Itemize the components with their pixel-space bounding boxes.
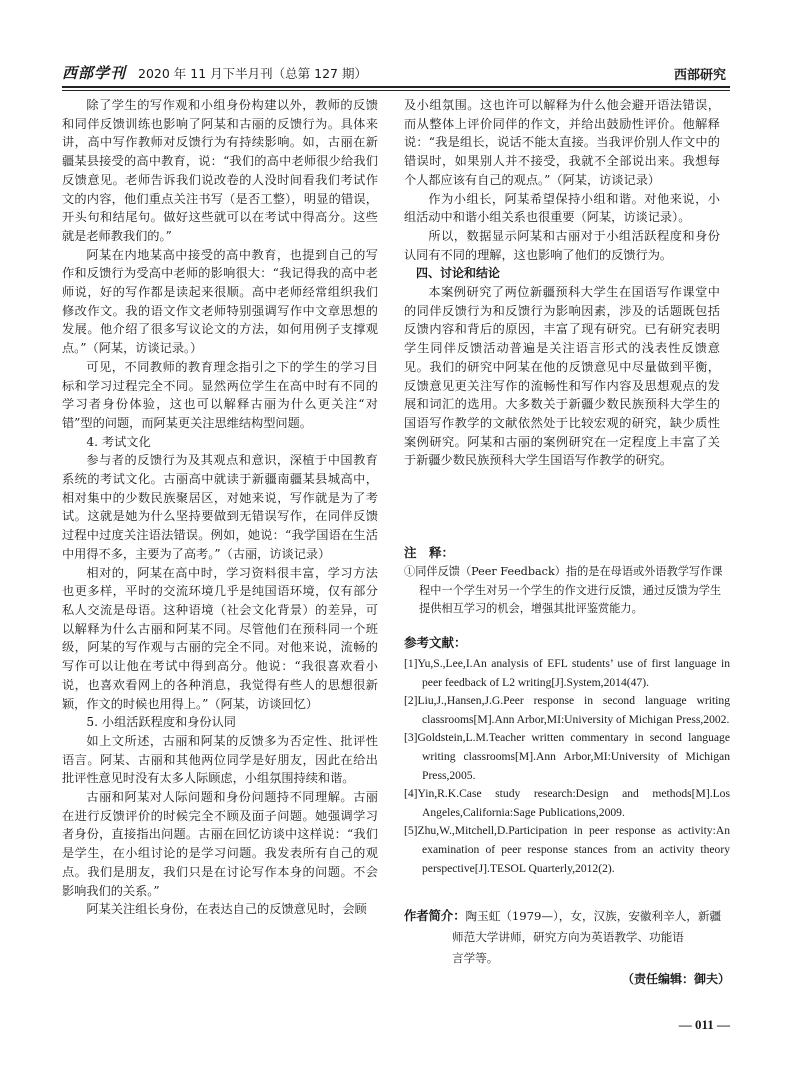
references-title: 参考文献： xyxy=(404,635,467,650)
page-number: — 011 — xyxy=(678,1017,730,1032)
page-header xyxy=(62,62,730,84)
paragraph: 本案例研究了两位新疆预科大学生在国语写作课堂中的同伴反馈行为和反馈行为影响因素，涉及的话题既包括反馈内容和背后的原因，丰富了现有研究。已有研究表明学生同伴反馈活动普遍是关注语言形式的浅表性反馈意见。我们的研究中阿某在他的反馈意见中尽量做到平衡，反馈意见更关注写作的流畅性和写作内容及思想观点的发展和词汇的选用。大多数关于新疆少数民族预科大学生的国语写作教学的文献依然处于比较宏观的研究，缺少质性案例研究。阿某和古丽的案例研究在一定程度上丰富了关于新疆少数民族预科大学生国语写作教学的研究。 xyxy=(404,285,720,468)
paragraph: 所以，数据显示阿某和古丽对于小组活跃程度和身份认同有不同的理解，这也影响了他们的反馈行为。 xyxy=(404,228,720,262)
section-title: 西部研究 xyxy=(673,68,726,83)
reference-item: [1]Yu,S.,Lee,I.An analysis of EFL students’ use of first language in peer feedback of L2 writing[J].System,2014(47). xyxy=(404,657,730,689)
reference-item: [3]Goldstein,L.M.Teacher written commentary in second language writing classrooms[M].Ann Arbor,MI:University of Michigan Press,2005. xyxy=(404,731,730,782)
paragraph: 及小组氛围。这也许可以解释为什么他会避开语法错误，而从整体上评价同伴的作文，并给出鼓励性评价。他解释说：“我是组长，说话不能太直接。当我评价别人作文中的错误时，如果别人并不接受，我就不全部说出来。我想每个人都应该有自己的观点。”（阿某，访谈记录） xyxy=(404,98,720,187)
section-heading: 四、讨论和结论 xyxy=(416,266,501,281)
reference-item: [2]Liu,J.,Hansen,J.G.Peer response in second language writing classrooms[M].Ann Arbor,MI:University of Michigan Press,2002. xyxy=(404,694,730,726)
author-text-line: 言学等。 xyxy=(452,951,499,965)
paragraph: 参与者的反馈行为及其观点和意识，深植于中国教育系统的考试文化。古丽高中就读于新疆南疆某县城高中，相对集中的少数民族聚居区，对她来说，写作就是为了考试。这就是她为什么坚持要做到无错误写作，在同伴反馈过程中过度关注语法错误。例如，她说：“我学国语在生活中用得不多，主要为了高考。”（古丽，访谈记录） xyxy=(62,453,378,561)
notes-title: 注 释： xyxy=(404,545,455,560)
reference-item: [4]Yin,R.K.Case study research:Design and methods[M].Los Angeles,California:Sage Publications,2009. xyxy=(404,787,730,819)
paragraph: 古丽和阿某对人际问题和身份问题持不同理解。古丽在进行反馈评价的时候完全不顾及面子问题。她强调学习者身份，直接指出问题。古丽在回忆访谈中这样说：“我们是学生，在小组讨论的是学习问题。我发表所有自己的观点。我们是朋友，我们只是在讨论写作本身的问题。不会影响我们的关系。” xyxy=(62,790,378,898)
paragraph: 相对的，阿某在高中时，学习资料很丰富，学习方法也更多样，平时的交流环境几乎是纯国语环境，仅有部分私人交流是母语。这种语境（社会文化背景）的差异，可以解释为什么古丽和阿某不同。尽管他们在预科同一个班级，阿某的写作观与古丽的完全不同。对他来说，流畅的写作可以让他在考试中得到高分。他说：“我很喜欢看小说，也喜欢看网上的各种消息，我觉得有些人的思想很新颖，作文的时候也用得上。”（阿某，访谈回忆） xyxy=(62,565,378,711)
journal-masthead: 西部学刊 xyxy=(62,64,127,82)
right-column xyxy=(404,96,720,470)
subsection-heading: 4. 考试文化 xyxy=(86,434,151,449)
author-label: 作者简介： xyxy=(404,909,466,923)
header-rule-thin xyxy=(62,90,730,91)
responsible-editor: （责任编辑：御夫） xyxy=(621,972,730,986)
paragraph: 如上文所述，古丽和阿某的反馈多为否定性、批评性语言。阿某、古丽和其他两位同学是好朋友，因此在给出批评性意见时没有太多人际顾虑，小组氛围持续和谐。 xyxy=(62,733,378,786)
author-bio xyxy=(404,906,730,969)
author-text-line: 陶玉虹（1979—），女，汉族，安徽利辛人，新疆 xyxy=(465,909,722,923)
subsection-heading: 5. 小组活跃程度和身份认同 xyxy=(86,715,236,730)
paragraph: 阿某在内地某高中接受的高中教育，也提到自己的写作和反馈行为受高中老师的影响很大：“我记得我的高中老师说，好的写作都是读起来很顺。高中老师经常组织我们修改作文。我的语文作文老师特别强调写作中文章思想的发展。他介绍了很多写议论文的方法，如何用例子支撑观点。”（阿某，访谈记录。） xyxy=(62,247,378,356)
paragraph: 阿某关注组长身份，在表达自己的反馈意见时，会顾 xyxy=(86,902,367,917)
note-item: ①同伴反馈（Peer Feedback）指的是在母语或外语教学写作课程中一个学生对另一个学生的作文进行反馈，通过反馈为学生提供相互学习的机会，增强其批评鉴赏能力。 xyxy=(404,565,723,615)
paragraph: 可见，不同教师的教育理念指引之下的学生的学习目标和学习过程完全不同。显然两位学生在高中时有不同的学习者身份体验，这也可以解释古丽为什么更关注“对错”型的问题，而阿某更关注思维结构型问题。 xyxy=(62,359,378,430)
paragraph: 除了学生的写作观和小组身份构建以外，教师的反馈和同伴反馈训练也影响了阿某和古丽的反馈行为。具体来讲，高中写作教师对反馈行为有持续影响。如，古丽在新疆某县接受的高中教育，说：“我们的高中老师很少给我们反馈意见。老师告诉我们说改卷的人没时间看我们考试作文的内容，他们重点关注书写（是否工整），明显的错误，开头句和结尾句。做好这些就可以在考试中得高分。这些就是老师教我们的。” xyxy=(62,98,378,243)
header-rule-thick xyxy=(62,86,730,88)
issue-info: 2020 年 11 月下半月刊（总第 127 期） xyxy=(138,66,367,81)
notes-section xyxy=(404,543,730,619)
left-column xyxy=(62,96,378,919)
paragraph: 作为小组长，阿某希望保持小组和谐。对他来说，小组活动中和谐小组关系也很重要（阿某，访谈记录）。 xyxy=(404,191,720,225)
references-section xyxy=(404,633,730,878)
author-text-line: 师范大学讲师，研究方向为英语教学、功能语 xyxy=(452,930,684,944)
reference-item: [5]Zhu,W.,Mitchell,D.Participation in peer response as activity:An examination of peer response stances from an activity theory perspective[J].TESOL Quarterly,2012(2). xyxy=(404,824,730,875)
